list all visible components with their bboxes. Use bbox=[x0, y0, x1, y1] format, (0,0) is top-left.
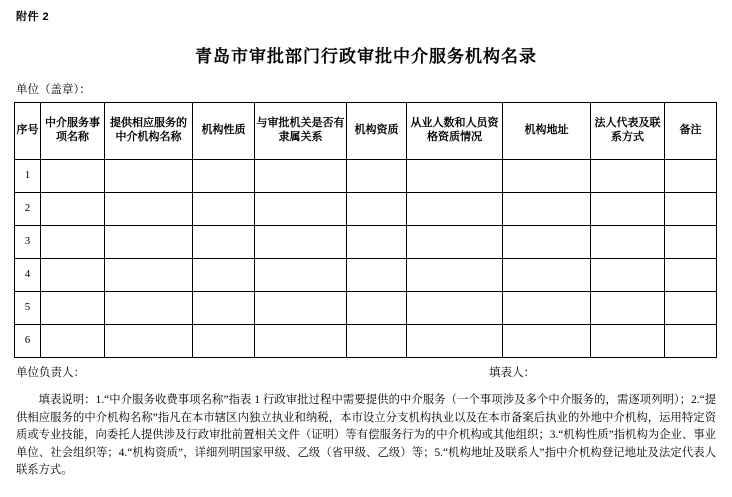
cell-address[interactable] bbox=[503, 292, 591, 325]
table-row bbox=[15, 259, 717, 292]
cell-qualification[interactable] bbox=[347, 325, 407, 358]
agency-directory-table bbox=[14, 102, 717, 358]
cell-staff[interactable] bbox=[407, 325, 503, 358]
page-title: 青岛市审批部门行政审批中介服务机构名录 bbox=[195, 47, 537, 66]
column-header-remark: 备注 bbox=[665, 103, 717, 160]
cell-remark[interactable] bbox=[665, 259, 717, 292]
column-header-staff: 从业人数和人员资格资质情况 bbox=[407, 103, 503, 160]
cell-legal-rep[interactable] bbox=[591, 226, 665, 259]
cell-qualification[interactable] bbox=[347, 160, 407, 193]
cell-affiliation[interactable] bbox=[255, 160, 347, 193]
responsible-person-label: 单位负责人： bbox=[16, 367, 85, 379]
cell-seq: 6 bbox=[15, 325, 41, 358]
cell-agency-nature[interactable] bbox=[193, 292, 255, 325]
cell-qualification[interactable] bbox=[347, 193, 407, 226]
cell-agency-name[interactable] bbox=[105, 193, 193, 226]
cell-staff[interactable] bbox=[407, 292, 503, 325]
form-instructions bbox=[14, 392, 718, 480]
form-instructions-text: 填表说明：1.“中介服务收费事项名称”指表 1 行政审批过程中需要提供的中介服务（一个事项涉及多个中介服务的，需逐项列明）；2.“提供相应服务的中介机构名称”指凡在本市辖区内独立执业和纳税，本市设立分支机构执业以及在本市备案后执业的外地中介机构，运用特定资质或专业技能，向委托人提供涉及行政审批前置相关文件（证明）等有偿服务行为的中介机构或其他组织；3.“机构性质”指机构为企业、事业单位、社会组织等；4.“机构资质”，详细列明国家甲级、乙级（省甲级、乙级）等；5.“机构地址及联系人”指中介机构登记地址及法定代表人联系方式。 bbox=[16, 394, 716, 476]
column-header-seq: 序号 bbox=[15, 103, 41, 160]
cell-agency-name[interactable] bbox=[105, 325, 193, 358]
form-filler-label: 填表人： bbox=[489, 367, 535, 379]
cell-seq: 1 bbox=[15, 160, 41, 193]
cell-agency-name[interactable] bbox=[105, 226, 193, 259]
table-row bbox=[15, 325, 717, 358]
cell-remark[interactable] bbox=[665, 325, 717, 358]
table-body bbox=[15, 160, 717, 358]
column-header-address: 机构地址 bbox=[503, 103, 591, 160]
cell-seq: 4 bbox=[15, 259, 41, 292]
signature-row bbox=[14, 364, 718, 380]
unit-seal-label: 单位（盖章）： bbox=[16, 84, 91, 96]
cell-remark[interactable] bbox=[665, 226, 717, 259]
cell-service-item[interactable] bbox=[41, 292, 105, 325]
cell-service-item[interactable] bbox=[41, 259, 105, 292]
attachment-label: 附件 2 bbox=[16, 11, 50, 23]
cell-remark[interactable] bbox=[665, 292, 717, 325]
cell-agency-name[interactable] bbox=[105, 259, 193, 292]
cell-agency-nature[interactable] bbox=[193, 160, 255, 193]
cell-staff[interactable] bbox=[407, 193, 503, 226]
cell-staff[interactable] bbox=[407, 226, 503, 259]
cell-legal-rep[interactable] bbox=[591, 325, 665, 358]
cell-address[interactable] bbox=[503, 160, 591, 193]
table-header bbox=[15, 103, 717, 160]
cell-address[interactable] bbox=[503, 193, 591, 226]
cell-qualification[interactable] bbox=[347, 259, 407, 292]
cell-affiliation[interactable] bbox=[255, 259, 347, 292]
column-header-qualification: 机构资质 bbox=[347, 103, 407, 160]
cell-affiliation[interactable] bbox=[255, 292, 347, 325]
cell-agency-name[interactable] bbox=[105, 160, 193, 193]
cell-seq: 5 bbox=[15, 292, 41, 325]
cell-affiliation[interactable] bbox=[255, 226, 347, 259]
cell-agency-nature[interactable] bbox=[193, 325, 255, 358]
cell-agency-name[interactable] bbox=[105, 292, 193, 325]
table-row bbox=[15, 193, 717, 226]
cell-agency-nature[interactable] bbox=[193, 226, 255, 259]
cell-affiliation[interactable] bbox=[255, 193, 347, 226]
cell-staff[interactable] bbox=[407, 160, 503, 193]
cell-address[interactable] bbox=[503, 259, 591, 292]
cell-staff[interactable] bbox=[407, 259, 503, 292]
cell-affiliation[interactable] bbox=[255, 325, 347, 358]
cell-remark[interactable] bbox=[665, 160, 717, 193]
cell-remark[interactable] bbox=[665, 193, 717, 226]
cell-legal-rep[interactable] bbox=[591, 292, 665, 325]
column-header-agency-name: 提供相应服务的中介机构名称 bbox=[105, 103, 193, 160]
cell-service-item[interactable] bbox=[41, 325, 105, 358]
table-header-row bbox=[15, 103, 717, 160]
cell-service-item[interactable] bbox=[41, 160, 105, 193]
cell-seq: 3 bbox=[15, 226, 41, 259]
cell-legal-rep[interactable] bbox=[591, 259, 665, 292]
cell-legal-rep[interactable] bbox=[591, 193, 665, 226]
cell-address[interactable] bbox=[503, 325, 591, 358]
cell-qualification[interactable] bbox=[347, 226, 407, 259]
cell-service-item[interactable] bbox=[41, 226, 105, 259]
cell-seq: 2 bbox=[15, 193, 41, 226]
cell-qualification[interactable] bbox=[347, 292, 407, 325]
table-row bbox=[15, 226, 717, 259]
cell-agency-nature[interactable] bbox=[193, 193, 255, 226]
cell-agency-nature[interactable] bbox=[193, 259, 255, 292]
table-row bbox=[15, 292, 717, 325]
cell-service-item[interactable] bbox=[41, 193, 105, 226]
column-header-agency-nature: 机构性质 bbox=[193, 103, 255, 160]
column-header-affiliation: 与审批机关是否有隶属关系 bbox=[255, 103, 347, 160]
cell-address[interactable] bbox=[503, 226, 591, 259]
column-header-legal-rep: 法人代表及联系方式 bbox=[591, 103, 665, 160]
table-row bbox=[15, 160, 717, 193]
column-header-service-item: 中介服务事项名称 bbox=[41, 103, 105, 160]
cell-legal-rep[interactable] bbox=[591, 160, 665, 193]
